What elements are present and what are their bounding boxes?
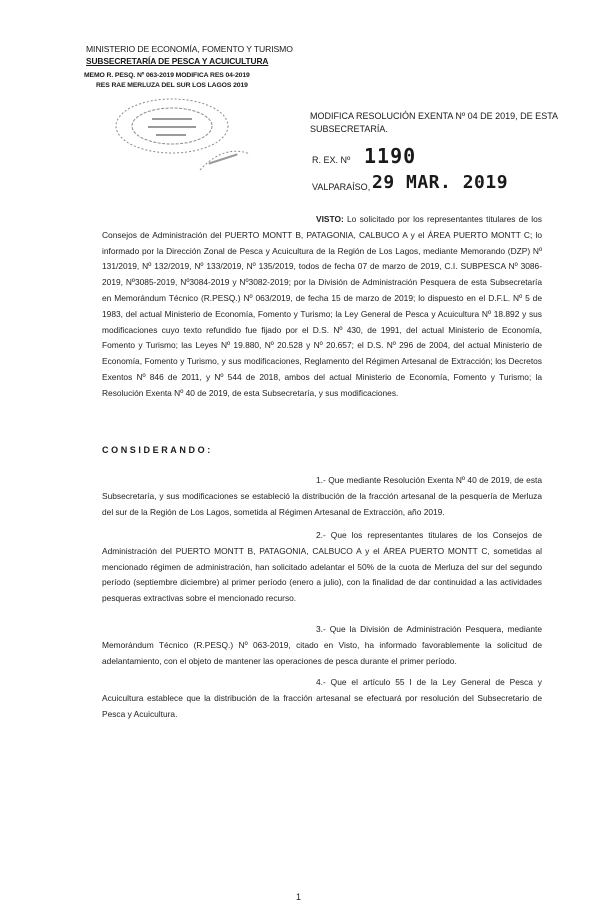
considerando-item-1: 1.- Que mediante Resolución Exenta Nº 40 de 2019, de esta Subsecretaría, y sus modificaciones se estableció la distribución de la fracción artesanal de la pesquería de Merluza del sur de la Región de Los Lagos, sometida al Régimen Artesanal de Extracción, año 2019.: [102, 475, 542, 517]
subsecretaria-header: SUBSECRETARÍA DE PESCA Y ACUICULTURA: [86, 56, 269, 66]
ministry-header: MINISTERIO DE ECONOMÍA, FOMENTO Y TURISMO: [86, 44, 293, 54]
visto-label: VISTO:: [316, 214, 344, 224]
considerando-item-3: 3.- Que la División de Administración Pesquera, mediante Memorándum Técnico (R.PESQ.) Nº 063-2019, citado en Visto, ha informado favorablemente la solicitud de adelantamiento, con el objeto de mantener las operaciones de pesca durante el primer período.: [102, 624, 542, 666]
resolution-place: VALPARAÍSO,: [312, 182, 371, 192]
resolution-subject: MODIFICA RESOLUCIÓN EXENTA Nº 04 DE 2019, DE ESTA SUBSECRETARÍA.: [310, 111, 558, 134]
resolution-date: 29 MAR. 2019: [372, 172, 509, 193]
considerando-item-4: 4.- Que el artículo 55 I de la Ley General de Pesca y Acuicultura establece que la distribución de la fracción artesanal se efectuará por resolución del Subsecretario de Pesca y Acuicultura.: [102, 677, 542, 719]
visto-text: Lo solicitado por los representantes titulares de los Consejos de Administración del PUERTO MONTT B, PATAGONIA, CALBUCO A y el ÁREA PUERTO MONTT C; lo informado por la Dirección Zonal de Pesca y Acuicultura de la Región de Los Lagos, mediante Memorando (DZP) Nº 131/2019, Nº 132/2019, Nº 133/2019, Nº 135/2019, todos de fecha 07 de marzo de 2019, C.I. SUBPESCA Nº 3086-2019, Nº3085-2019, Nº3084-2019 y Nº3082-2019; por la División de Administración Pesquera de esta Subsecretaría en Memorándum Técnico (R.PESQ.) Nº 063/2019, de fecha 15 de marzo de 2019; lo dispuesto en el D.F.L. Nº 5 de 1983, del actual Ministerio de Economía, Fomento y Turismo; la Ley General de Pesca y Acuicultura Nº 18.892 y sus modificaciones cuyo texto refundido fue fijado por el D.S. Nº 430, de 1991, del actual Ministerio de Economía, Fomento y Turismo; las Leyes Nº 19.880, Nº 20.528 y Nº 20.657; el D.S. Nº 296 de 2004, del actual Ministerio de Economía, Fomento y Turismo, y sus modificaciones, Reglamento del Régimen Artesanal de Extracción; los Decretos Exentos Nº 846 de 2011, y Nº 544 de 2018, ambos del actual Ministerio de Economía, Fomento y Turismo; la Resolución Exenta Nº 40 de 2019, de esta Subsecretaría, y sus modificaciones.: [102, 214, 542, 398]
considerando-heading: CONSIDERANDO:: [102, 445, 213, 455]
resolution-label: R. EX. Nº: [312, 155, 351, 165]
considerando-item-2: 2.- Que los representantes titulares de los Consejos de Administración del PUERTO MONTT B, PATAGONIA, CALBUCO A y el ÁREA PUERTO MONTT C, sometidas al mencionado régimen de administración, han solicitado adelantar el 50% de la cuota de Merluza del sur del segundo período (septiembre diciembre) al primer período (enero a julio), con la finalidad de dar continuidad a las actividades pesqueras extractivas sobre el mencionado recurso.: [102, 530, 542, 604]
page-number: 1: [296, 892, 302, 902]
resolution-number: 1190: [364, 144, 417, 168]
visto-paragraph: [102, 212, 542, 402]
memo-reference: MEMO R. PESQ. Nº 063-2019 MODIFICA RES 04-2019: [84, 72, 250, 79]
resolution-reference: RES RAE MERLUZA DEL SUR LOS LAGOS 2019: [96, 82, 248, 89]
stamp-fragment: [196, 140, 254, 176]
